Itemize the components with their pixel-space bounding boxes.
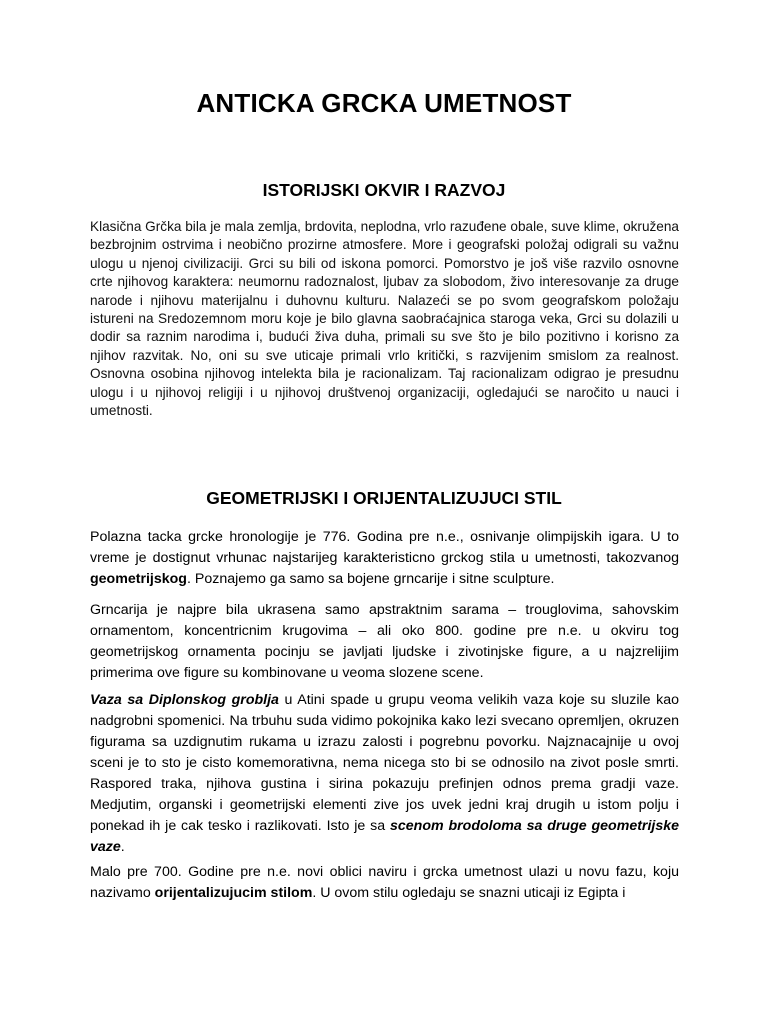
section-heading-historical-framework: ISTORIJSKI OKVIR I RAZVOJ: [262, 180, 506, 200]
paragraph-chronology: [90, 527, 679, 590]
paragraph-text: . Poznajemo ga samo sa bojene grncarije i sitne sculpture.: [186, 571, 555, 587]
paragraph-text: u Atini spade u grupu veoma velikih vaza koje su sluzile kao nadgrobni spomenici. Na trbuhu suda vidimo pokojnika kako lezi svecano opremljen, okruzen figurama sa uzdignutim rukama u izrazu zalosti i pogrebnu povorku. Najznacajnije u ovoj sceni je to sto je cisto komemorativna, nema nicega sto bi se odnosilo na zivot posle smrti. Raspored traka, njihova gustina i sirina pokazuju prefinjen odnos prema gradji vaze. Medjutim, organski i geometrijski elementi zive jos uvek jedni kraj drugih u istom polju i ponekad ih je cak tesko i razlikovati. Isto je sa: [90, 692, 679, 834]
paragraph-text: . U ovom stilu ogledaju se snazni uticaji iz Egipta i: [312, 885, 626, 901]
section-heading-geometric-style: GEOMETRIJSKI I ORIJENTALIZUJUCI STIL: [206, 488, 562, 508]
paragraph-text: .: [120, 839, 125, 855]
intro-paragraph: Klasična Grčka bila je mala zemlja, brdovita, neplodna, vrlo razuđene obale, suve klime, okružena bezbrojnim ostrvima i neobično prozirne atmosfere. More i geografski položaj odigrali su važnu ulogu u njenoj civilizaciji. Grci su bili od iskona pomorci. Pomorstvo je još više razvilo osnovne crte njihovog karaktera: neumornu radoznalost, ljubav za slobodom, živo interesovanje za druge narode i njihovu materijalnu i duhovnu kulturu. Nalazeći se po svom geografskom položaju istureni na Sredozemnom moru koje je bilo glavna saobraćajnica staroga veka, Grci su dolazili u dodir sa raznim narodima i, budući živa duha, primali su sve što je bilo pozitivno i korisno za njihov razvitak. No, oni su sve uticaje primali vrlo kritički, s razvijenim smislom za realnost. Osnovna osobina njihovog intelekta bila je racionalizam. Taj racionalizam odigrao je presudnu ulogu i u njihovoj religiji i u njihovoj društvenoj organizaciji, ogledajući se naročito u nauci i umetnosti.: [90, 219, 679, 419]
paragraph-text: Polazna tacka grcke hronologije je 776. Godina pre n.e., osnivanje olimpijskih igara. U to vreme je dostignut vrhunac najstarijeg karakteristicno grckog stila u umetnosti, takozvanog: [90, 529, 679, 566]
paragraph-text: Malo pre 700. Godine pre n.e. novi oblici naviru i grcka umetnost ulazi u novu fazu, koju nazivamo: [90, 864, 679, 901]
paragraph-orientalizing: [90, 862, 679, 904]
bold-term-orientalizing-style: orijentalizujucim stilom: [154, 885, 313, 901]
bold-term-geometric: geometrijskog: [90, 571, 187, 587]
bold-italic-term-dipylon-vase: Vaza sa Diplonskog groblja: [90, 692, 279, 708]
paragraph-pottery: Grncarija je najpre bila ukrasena samo apstraktnim sarama – trouglovima, sahovskim ornamentom, koncentricnim krugovima – ali oko 800. godine pre n.e. u okviru tog geometrijskog ornamenta pocinju se javljati ljudske i zivotinjske figure, a u najzrelijim primerima ove figure su kombinovane u veoma slozene scene.: [90, 602, 679, 681]
document-title: ANTICKA GRCKA UMETNOST: [196, 88, 572, 118]
bold-italic-term-shipwreck-scene: scenom brodoloma sa druge geometrijske vaze: [90, 818, 680, 855]
paragraph-dipylon-vase: [90, 690, 679, 858]
